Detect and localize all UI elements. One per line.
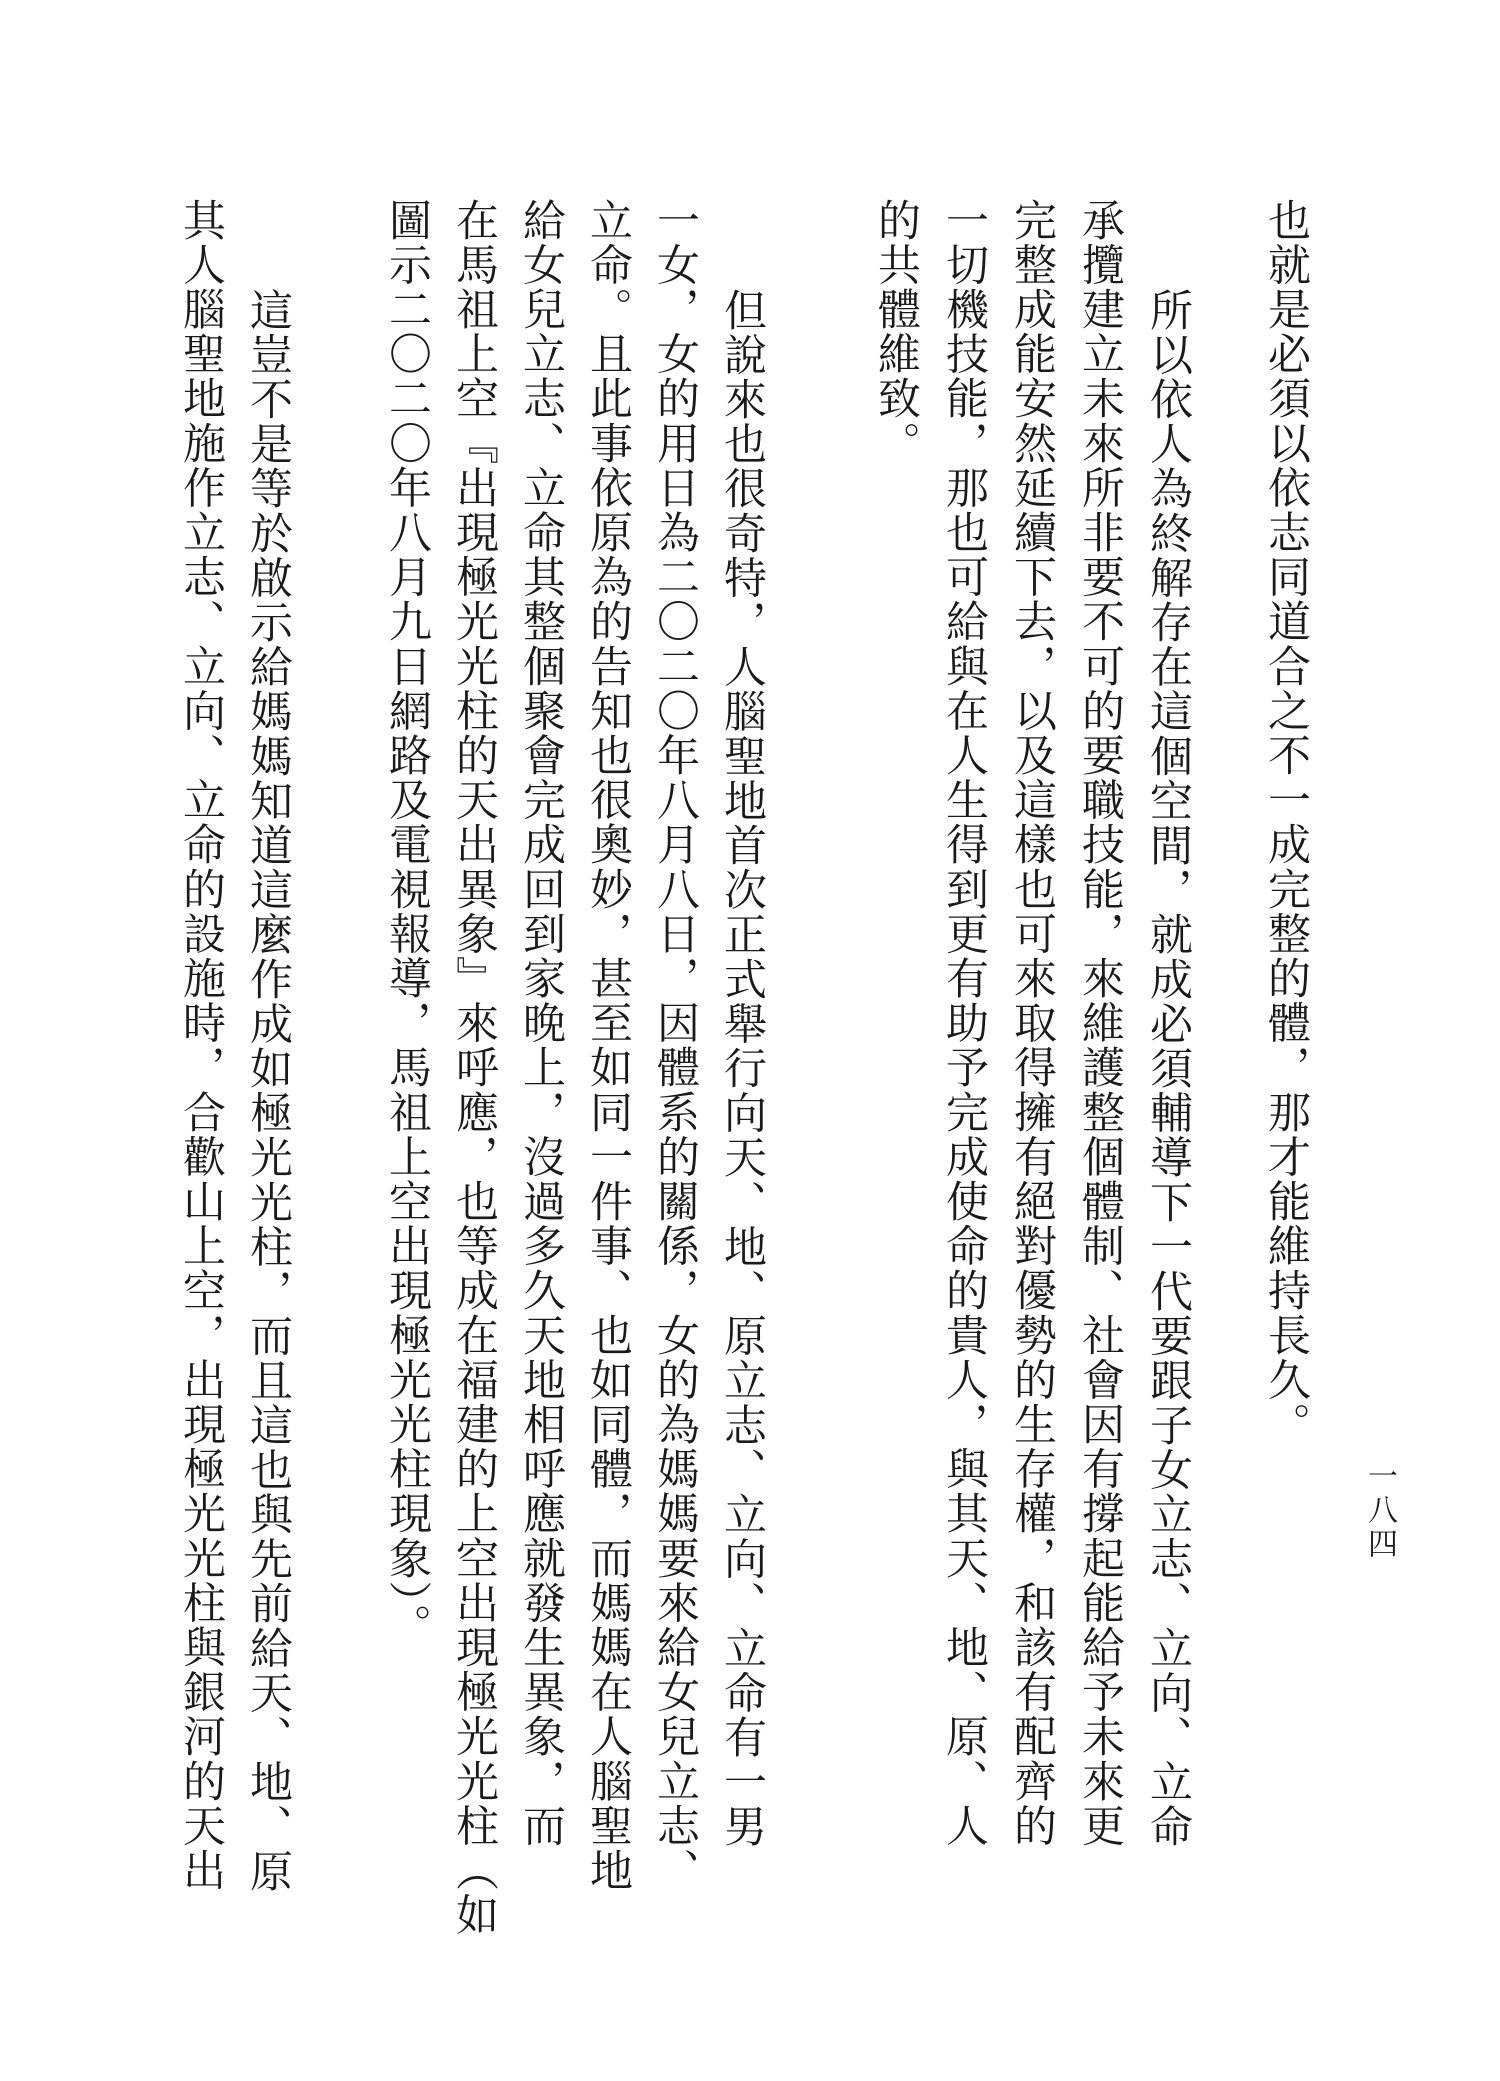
text-column-3: 承攬建立未來所非要不可的要職技能，來維護整個體制、社會因有撐起能給予未來更 <box>1075 198 1125 1849</box>
text-column-9: 立命。且此事依原為的告知也很奧妙，甚至如同一件事、也如同體，而媽媽在人腦聖地 <box>583 198 633 1893</box>
text-column-8: 一女，女的用日為二〇二〇年八月八日，因體系的關係，女的為媽媽要來給女兒立志、 <box>650 198 700 1893</box>
text-column-14: 其人腦聖地施作立志、立向、立命的設施時，合歡山上空，出現極光光柱與銀河的天出 <box>176 198 226 1893</box>
text-column-1: 也就是必須以依志同道合之不一成完整的體，那才能維持長久。 <box>1261 198 1311 1447</box>
text-column-6: 的共體維致。 <box>871 198 921 466</box>
text-column-2: 所以依人為終解存在這個空間，就成必須輔導下一代要跟子女立志、立向、立命 <box>1143 288 1193 1849</box>
text-column-5: 一切機技能，那也可給與在人生得到更有助予完成使命的貴人，與其天、地、原、人 <box>939 198 989 1849</box>
text-column-13: 這豈不是等於啟示給媽媽知道這麼作成如極光光柱，而且這也與先前給天、地、原 <box>243 288 293 1894</box>
text-column-11: 在馬祖上空『出現極光光柱的天出異象』來呼應，也等成在福建的上空出現極光光柱（如 <box>449 198 499 1938</box>
page-number: 一八四 <box>1362 1460 1397 1562</box>
text-column-10: 給女兒立志、立命其整個聚會完成回到家晚上，沒過多久天地相呼應就發生異象，而 <box>516 198 566 1849</box>
text-column-4: 完整成能安然延續下去，以及這樣也可來取得擁有絕對優勢的生存權，和該有配齊的 <box>1007 198 1057 1849</box>
text-column-7: 但說來也很奇特，人腦聖地首次正式舉行向天、地、原立志、立向、立命有一男 <box>717 288 767 1849</box>
text-column-12: 圖示二〇二〇年八月九日網路及電視報導，馬祖上空出現極光光柱現象）。 <box>382 198 432 1649</box>
